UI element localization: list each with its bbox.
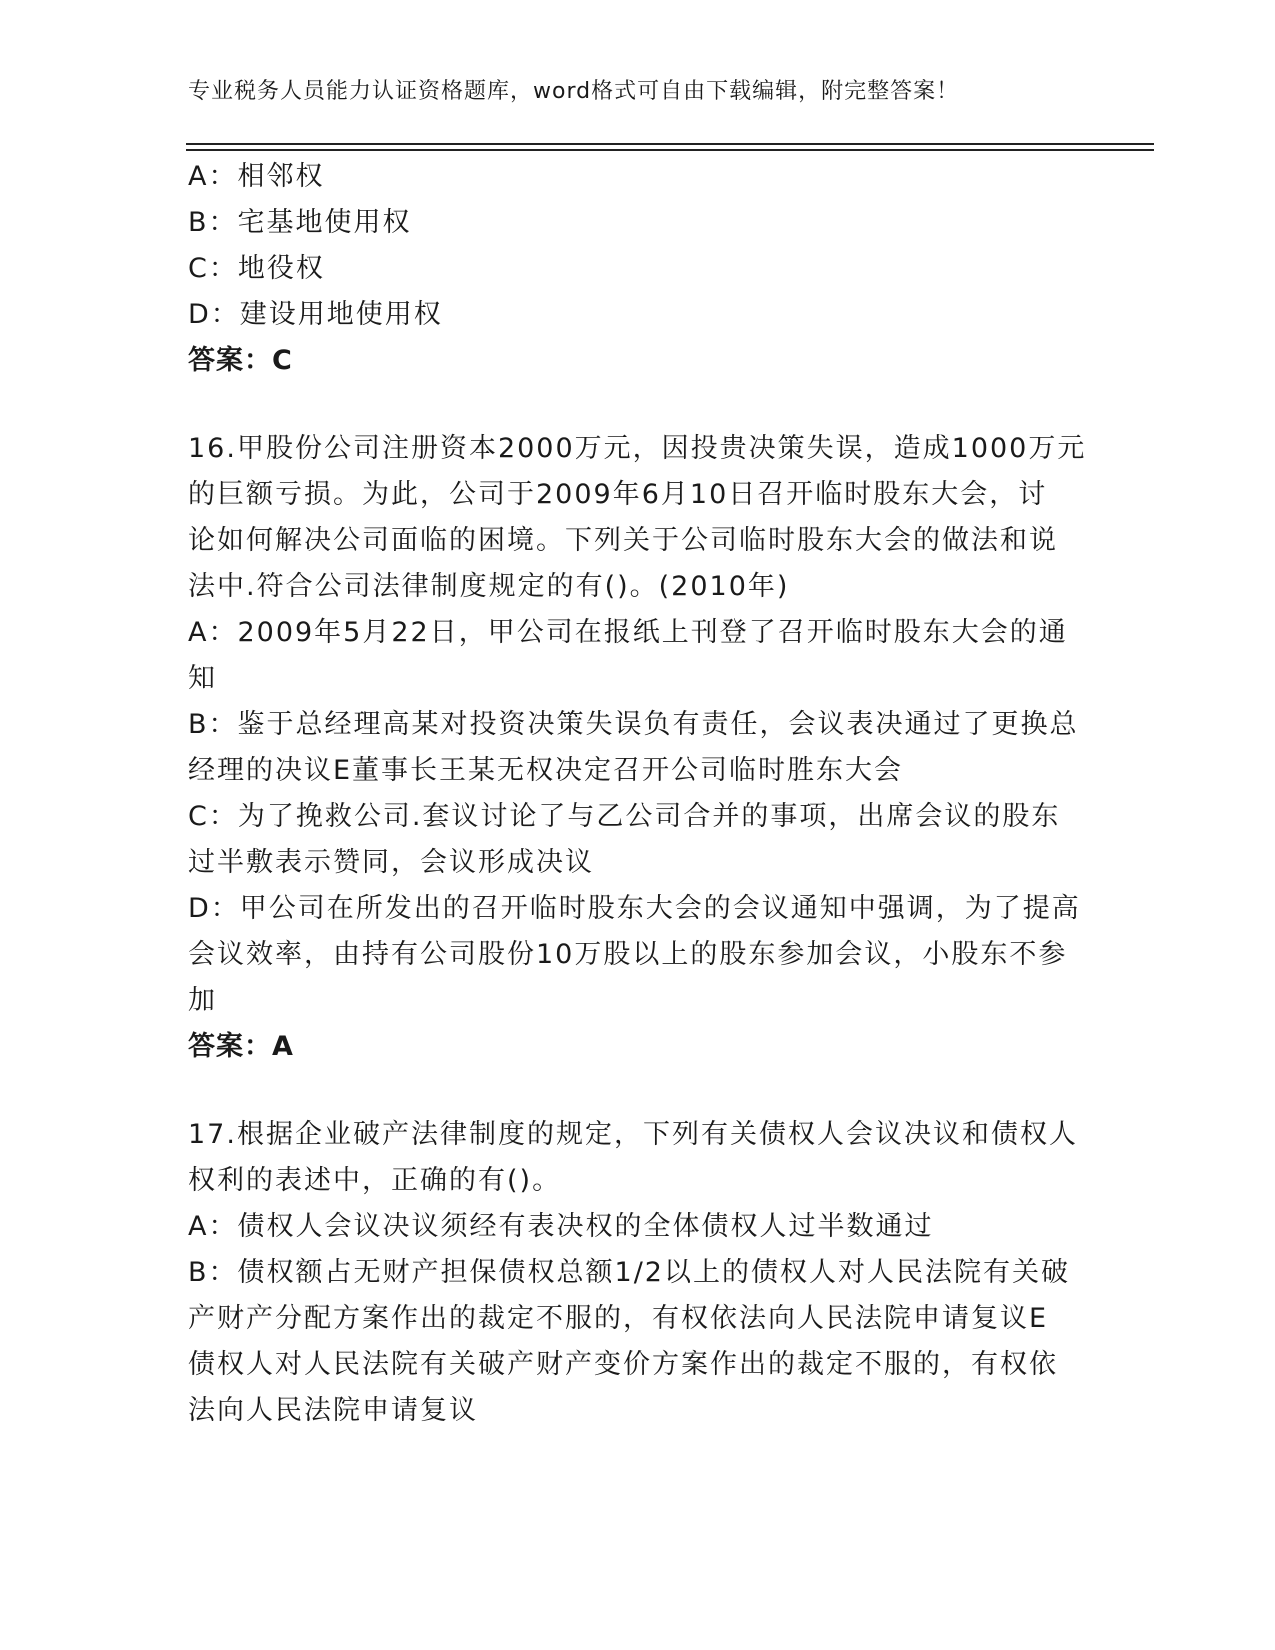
paragraph-gap — [188, 384, 1088, 426]
text-line: B：债权额占无财产担保债权总额1/2以上的债权人对人民法院有关破 — [188, 1257, 1070, 1288]
text-line: B：宅基地使用权 — [188, 207, 412, 238]
text-line: A：2009年5月22日，甲公司在报纸上刊登了召开临时股东大会的通 — [188, 617, 1068, 648]
text-line: C：地役权 — [188, 253, 325, 284]
text-line: 经理的决议E董事长王某无权决定召开公司临时胜东大会 — [188, 755, 904, 786]
page-header: 专业税务人员能力认证资格题库，word格式可自由下载编辑，附完整答案！ — [188, 79, 960, 104]
header-rule-top — [186, 143, 1154, 145]
document-body — [188, 154, 1088, 1434]
text-line: 法向人民法院申请复议 — [188, 1395, 478, 1426]
text-line: 知 — [188, 663, 217, 694]
text-line: 过半敷表示赞同，会议形成决议 — [188, 847, 594, 878]
text-line: 16.甲股份公司注册资本2000万元，因投贵决策失误，造成1000万元 — [188, 433, 1087, 464]
answer-line: 答案：A — [188, 1031, 294, 1062]
paragraph-gap — [188, 1070, 1088, 1112]
text-line: B：鉴于总经理高某对投资决策失误负有责任，会议表决通过了更换总 — [188, 709, 1079, 740]
text-line: 法中.符合公司法律制度规定的有()。(2010年) — [188, 571, 790, 602]
text-line: 论如何解决公司面临的困境。下列关于公司临时股东大会的做法和说 — [188, 525, 1058, 556]
text-line: 的巨额亏损。为此，公司于2009年6月10日召开临时股东大会，讨 — [188, 479, 1048, 510]
text-line: 权利的表述中，正确的有()。 — [188, 1165, 562, 1196]
text-line: 加 — [188, 985, 217, 1016]
text-line: A：债权人会议决议须经有表决权的全体债权人过半数通过 — [188, 1211, 934, 1242]
text-line: D：甲公司在所发出的召开临时股东大会的会议通知中强调，为了提高 — [188, 893, 1081, 924]
text-line: 会议效率，由持有公司股份10万股以上的股东参加会议，小股东不参 — [188, 939, 1068, 970]
text-line: 债权人对人民法院有关破产财产变价方案作出的裁定不服的，有权依 — [188, 1349, 1058, 1380]
text-line: A：相邻权 — [188, 161, 325, 192]
text-line: 产财产分配方案作出的裁定不服的，有权依法向人民法院申请复议E — [188, 1303, 1049, 1334]
text-line: D：建设用地使用权 — [188, 299, 443, 330]
text-line: C：为了挽救公司.套议讨论了与乙公司合并的事项，出席会议的股东 — [188, 801, 1061, 832]
answer-line: 答案：C — [188, 345, 293, 376]
text-line: 17.根据企业破产法律制度的规定，下列有关债权人会议决议和债权人 — [188, 1119, 1078, 1150]
header-rule-bottom — [186, 149, 1154, 151]
